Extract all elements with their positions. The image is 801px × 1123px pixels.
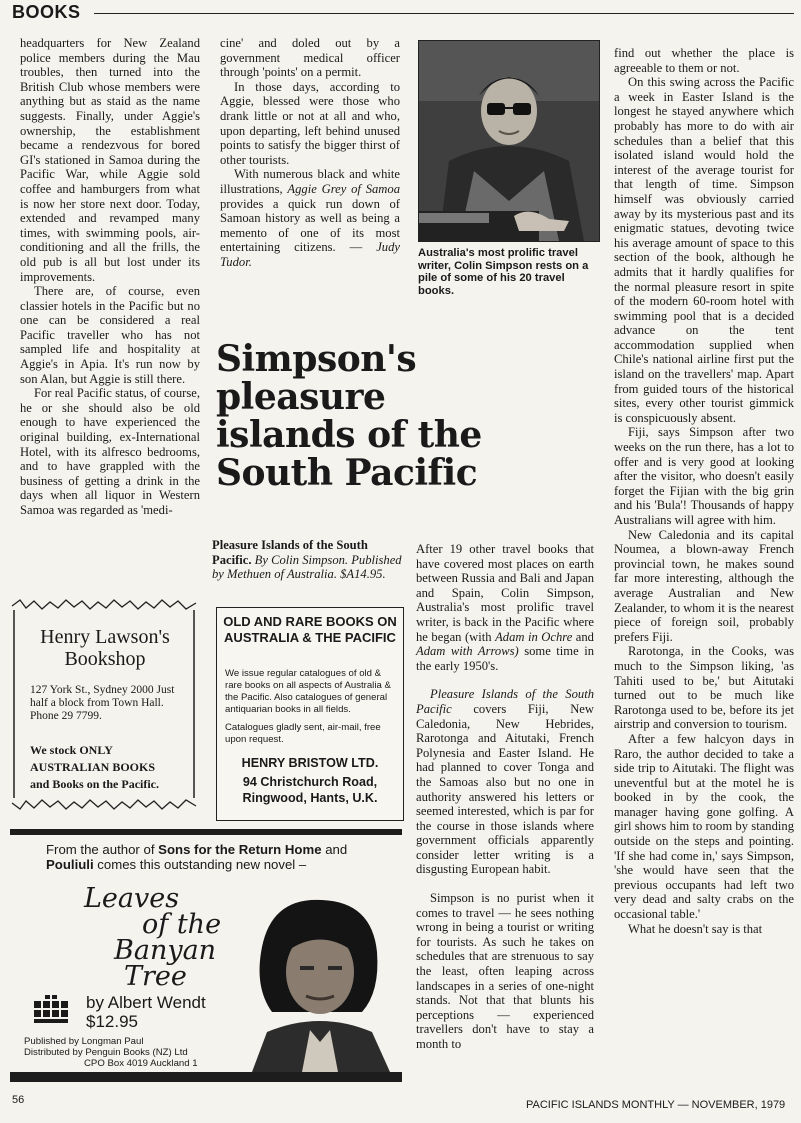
ad-lawson-address: 127 York St., Sydney 2000 Just half a block from Town Hall. Phone 29 7799. (30, 684, 175, 722)
longman-logo-icon (34, 995, 68, 1025)
ad-wendt-price: $12.95 (86, 1012, 138, 1031)
section-label: BOOKS (12, 2, 81, 22)
col4-paragraph: New Caledonia and its capital Noumea, a blown-away French provincial town, he makes sound far more interesting, although the average Australian and New Zealander, to whom it is the nearest piece of foreign soil, probably prefers Fiji. (614, 527, 794, 644)
article-headline (216, 340, 516, 492)
ad-lawson-stock-line: and Books on the Pacific. (30, 777, 160, 791)
ad-wendt-publisher (24, 1036, 264, 1069)
ad-bristow-body: Catalogues gladly sent, air-mail, free upon request. (225, 722, 381, 745)
albert-wendt-photo-illustration (242, 892, 392, 1072)
review-book-title: Pleasure Islands of the South Pacific. (212, 538, 368, 567)
review-book-reference (212, 538, 404, 582)
ad-bristow-address (223, 774, 397, 806)
publisher-line: CPO Box 4019 Auckland 1 (84, 1058, 198, 1069)
col4-paragraph: Rarotonga, in the Cooks, was much to the Simpson liking, 'as Tahiti used to be,' but Aitutaki turned out to be much like Rarotonga used to be, before its jet airstrip and conversion to tourism. (614, 644, 794, 732)
author-photo-illustration (419, 41, 599, 241)
article-column-2 (220, 36, 400, 270)
book-title-line: Banyan (114, 935, 217, 966)
ad-lawson-name-line: Bookshop (64, 648, 146, 670)
col4-paragraph: What he doesn't say is that (628, 921, 763, 936)
col3-paragraph: Simpson is no purist when it comes to travel — he sees nothing wrong in being a tourist or writing for tourists. As such he takes on schedules that are strenuous to say the least, often leaping across landscapes in a series of one-night stands. Not that that blunts his perceptions — experienced travellers don't have to stay a month to (416, 891, 594, 1051)
ad-bristow-address-line: 94 Christchurch Road, (242, 775, 378, 789)
headline-line: pleasure (216, 376, 386, 418)
ad-lawson-name (20, 626, 190, 670)
author-photo (418, 40, 600, 242)
ad-bristow-headline: OLD AND RARE BOOKS ON AUSTRALIA & THE PACIFIC (223, 614, 397, 645)
article-column-4 (614, 46, 794, 936)
photo-caption: Australia's most prolific travel writer, Colin Simpson rests on a pile of some of his 20 travel books. (418, 247, 589, 297)
publication-footer: PACIFIC ISLANDS MONTHLY — NOVEMBER, 1979 (526, 1099, 786, 1111)
ad-wendt-author: by Albert Wendt (86, 993, 206, 1012)
article-column-1 (20, 36, 200, 518)
ad-henry-bristow (216, 607, 404, 821)
ad-henry-lawson-bookshop (10, 598, 198, 813)
col4-paragraph: After a few halcyon days in Raro, the author decided to take a side trip to Aitutaki. The flight was uneventful but at the motel he is booked in by the cook, the manager having gone golfing. A girl shows him to room by standing outside on the steps and pointing. 'If she had come in,' says Simpson, 'she would have seen that the previous occupants had left two very dead and salty crabs on the occasional table.' (614, 731, 794, 922)
review-book-details: By Colin Simpson. Published by Methuen of Australia. $A14.95. (212, 552, 402, 582)
col4-paragraph: find out whether the place is agreeable to them or not. (614, 46, 794, 75)
ad-wendt-intro: From the author of Sons for the Return Home and Pouliuli comes this outstanding new novel – (46, 842, 348, 873)
ad-lawson-name-line: Henry Lawson's (40, 626, 170, 648)
ad-wendt-book-title (80, 883, 250, 992)
publisher-line: Published by Longman Paul (24, 1036, 144, 1047)
ad-bristow-address-line: Ringwood, Hants, U.K. (242, 791, 378, 805)
col3-paragraph: After 19 other travel books that have covered most places on earth between Russia and Bali and Japan and Spain, Colin Simpson, Australia's most prolific travel writer, is back in the Pacific where he began (with Adam in Ochre and Adam with Arrows) some time in the early 1950's. (416, 542, 594, 673)
headline-line: Simpson's (216, 338, 417, 380)
article-column-3 (416, 542, 594, 1052)
ad-lawson-stock-line: AUSTRALIAN BOOKS (30, 760, 156, 774)
ad-bottom-rule (10, 1072, 402, 1082)
page-number: 56 (12, 1094, 25, 1106)
col1-paragraph: headquarters for New Zealand police members during the Mau troubles, then turned into the British Club whose members were anything but as staid as the name suggests. Finally, under Aggie's ownership, the establishment became a rendezvous for bored GI's stationed in Samoa during the Pacific War, while Aggie sold coffee and hamburgers from what is now her store next door. Today, extended and revamped many times, with swimming pools, air-conditioning and all the frills, the old pub is all but lost under its improvements. (20, 36, 200, 284)
book-title-line: Leaves (84, 883, 180, 914)
book-title-line: of the (142, 909, 222, 940)
col1-paragraph: For real Pacific status, of course, he or she should also be old enough to have experienced the original building, ex-International Hotel, with its alfresco bedrooms, and to have grappled with the business of getting a drink in the days when all liquor in Western Samoa was regarded as 'medi- (20, 386, 200, 517)
albert-wendt-photo (242, 892, 392, 1072)
col4-paragraph: On this swing across the Pacific a week in Easter Island is the longest he stayed anywhere which probably has more to do with air schedules than a belief that this isolated island would hold the interest of the average tourist for that length of time. Simpson himself was obviously carried away by its mysterious past and its enigmatic statues, devoting twice his average amount of space to this section of the book, although he admits that it hardly qualifies for the normal pleasure resort in spite of the modern 60-room hotel with swimming pool that is a decided advance on the tent accommodation supplied when Chile's national airline first put the island on the travellers' map. Apart from guided tours of the historical sites, every other tourist gimmick is conspicuously absent. (614, 75, 794, 425)
ad-bristow-body: We issue regular catalogues of old & rare books on all aspects of Australia & the Pacific. Also catalogues of general antiquarian books in all fields. (225, 668, 391, 715)
header-rule (94, 13, 794, 14)
ad-top-rule (10, 829, 402, 835)
col1-paragraph: There are, of course, even classier hotels in the Pacific but no one can be considered a real Pacific traveller who has not sampled life and hospitality at Aggie's in Apia. It's run now by son Alan, but Aggie is still there. (20, 284, 200, 386)
headline-line: islands of the (216, 414, 482, 456)
ad-lawson-stock-line: We stock ONLY (30, 743, 113, 757)
ad-bristow-name: HENRY BRISTOW LTD. (241, 756, 379, 770)
col3-paragraph: Pleasure Islands of the South Pacific covers Fiji, New Caledonia, New Hebrides, Rarotonga and Aitutaki, French Polynesia and Easter Island. He had planned to cover Tonga and the Samoas also but no one in authority answered his letters or seemed interested, which is par for the course in those islands where government officials apparently consider letter writing is a disgusting European habit. (416, 687, 594, 877)
book-title-line: Tree (124, 961, 187, 992)
col2-paragraph: cine' and doled out by a government medical officer through 'points' on a permit. (220, 36, 400, 80)
ad-lawson-stock (30, 742, 195, 793)
col4-paragraph: Fiji, says Simpson after two weeks on the run there, has a lot to offer and is very good at looking after the visitor, who doesn't easily forget the Fijian with the big grin and his 'Bula'! Thousands of happy Australians will agree with him. (614, 425, 794, 527)
headline-line: South Pacific (216, 452, 478, 494)
col2-paragraph: In those days, according to Aggie, blessed were those who drank little or not at all and who, upon departing, left behind unused points to satisfy the bigger thirst of other tourists. (220, 79, 400, 167)
col2-paragraph: With numerous black and white illustrations, Aggie Grey of Samoa provides a quick run down of Samoan history as well as being a memento of one of its most entertaining citizens. — Judy Tudor. (220, 167, 400, 269)
publisher-line: Distributed by Penguin Books (NZ) Ltd (24, 1047, 188, 1058)
